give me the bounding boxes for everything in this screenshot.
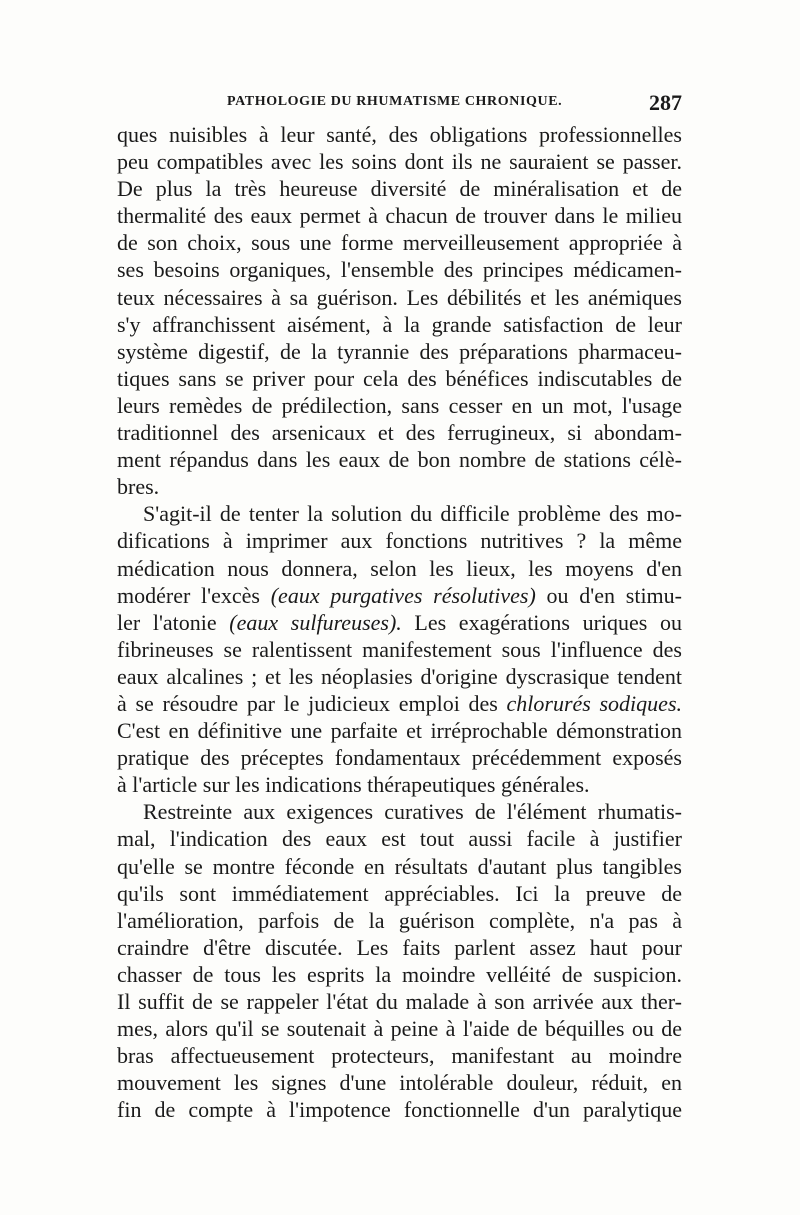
page-number: 287 <box>649 90 682 115</box>
line-segment: à se résoudre par le judicieux emploi des <box>117 690 498 716</box>
italic-phrase: (eaux purgatives résolutives) <box>270 582 536 608</box>
text-line: eaux alcalines ; et les néoplasies d'origine dyscrasique tendent <box>117 663 682 689</box>
text-line: mes, alors qu'il se soutenait à peine à l'aide de béquilles ou de <box>117 1016 682 1042</box>
text-line: ques nuisibles à leur santé, des obligations professionnelles <box>117 122 682 147</box>
text-line: leurs remèdes de prédilection, sans cesser en un mot, l'usage <box>117 392 682 418</box>
line-segment: Les exagérations uriques ou <box>414 609 682 635</box>
text-line: ment répandus dans les eaux de bon nombre de stations célè- <box>117 447 682 473</box>
text-line: craindre d'être discutée. Les faits parlent assez haut pour <box>117 934 682 960</box>
text-line: traditionnel des arsenicaux et des ferrugineux, si abondam- <box>117 420 682 446</box>
text-line: pratique des préceptes fondamentaux précédemment exposés <box>117 745 682 771</box>
text-line: chasser de tous les esprits la moindre velléité de suspicion. <box>117 961 682 987</box>
text-line-mixed <box>117 690 682 717</box>
text-line: Il suffit de se rappeler l'état du malade à son arrivée aux ther- <box>117 989 682 1014</box>
text-line: peu compatibles avec les soins dont ils ne sauraient se passer. <box>117 149 682 175</box>
body-text <box>117 121 682 1123</box>
text-line: difications à imprimer aux fonctions nutritives ? la même <box>117 528 682 554</box>
paragraph-start-line: Restreinte aux exigences curatives de l'élément rhumatis- <box>143 799 682 825</box>
text-line: bres. <box>117 474 160 500</box>
text-line: De plus la très heureuse diversité de minéralisation et de <box>117 176 682 202</box>
text-line: s'y affranchissent aisément, à la grande satisfaction de leur <box>117 311 682 337</box>
line-segment: modérer l'excès <box>117 582 260 608</box>
text-line: qu'ils sont immédiatement appréciables. Ici la preuve de <box>117 880 682 906</box>
running-head <box>117 90 682 114</box>
text-line: mal, l'indication des eaux est tout aussi facile à justifier <box>117 826 682 852</box>
text-line: à l'article sur les indications thérapeutiques générales. <box>117 772 590 798</box>
text-line: fibrineuses se ralentissent manifestement sous l'influence des <box>117 636 682 662</box>
line-segment: ou d'en stimu- <box>546 582 682 608</box>
text-line: mouvement les signes d'une intolérable douleur, réduit, en <box>117 1070 682 1096</box>
text-line: ses besoins organiques, l'ensemble des principes médicamen- <box>117 257 682 283</box>
text-line: l'amélioration, parfois de la guérison complète, n'a pas à <box>117 907 682 933</box>
text-line: teux nécessaires à sa guérison. Les débilités et les anémiques <box>117 284 682 310</box>
italic-phrase: chlorurés sodiques. <box>506 690 682 716</box>
italic-phrase: (eaux sulfureuses). <box>229 609 402 635</box>
text-line-mixed <box>117 609 682 636</box>
running-title: PATHOLOGIE DU RHUMATISME CHRONIQUE. <box>227 94 563 109</box>
text-line: C'est en définitive une parfaite et irréprochable démonstration <box>117 718 682 744</box>
text-line: de son choix, sous une forme merveilleusement appropriée à <box>117 230 682 256</box>
paragraph-start-line: S'agit-il de tenter la solution du difficile problème des mo- <box>143 501 682 527</box>
text-line: thermalité des eaux permet à chacun de trouver dans le milieu <box>117 203 682 229</box>
text-line: bras affectueusement protecteurs, manifestant au moindre <box>117 1043 682 1069</box>
text-line: tiques sans se priver pour cela des bénéfices indiscutables de <box>117 365 682 391</box>
line-segment: ler l'atonie <box>117 609 217 635</box>
text-line: fin de compte à l'impotence fonctionnelle d'un paralytique <box>117 1097 682 1123</box>
text-line: médication nous donnera, selon les lieux, les moyens d'en <box>117 555 682 581</box>
text-line-mixed <box>117 582 682 609</box>
text-line: système digestif, de la tyrannie des préparations pharmaceu- <box>117 338 682 364</box>
text-line: qu'elle se montre féconde en résultats d'autant plus tangibles <box>117 853 682 879</box>
